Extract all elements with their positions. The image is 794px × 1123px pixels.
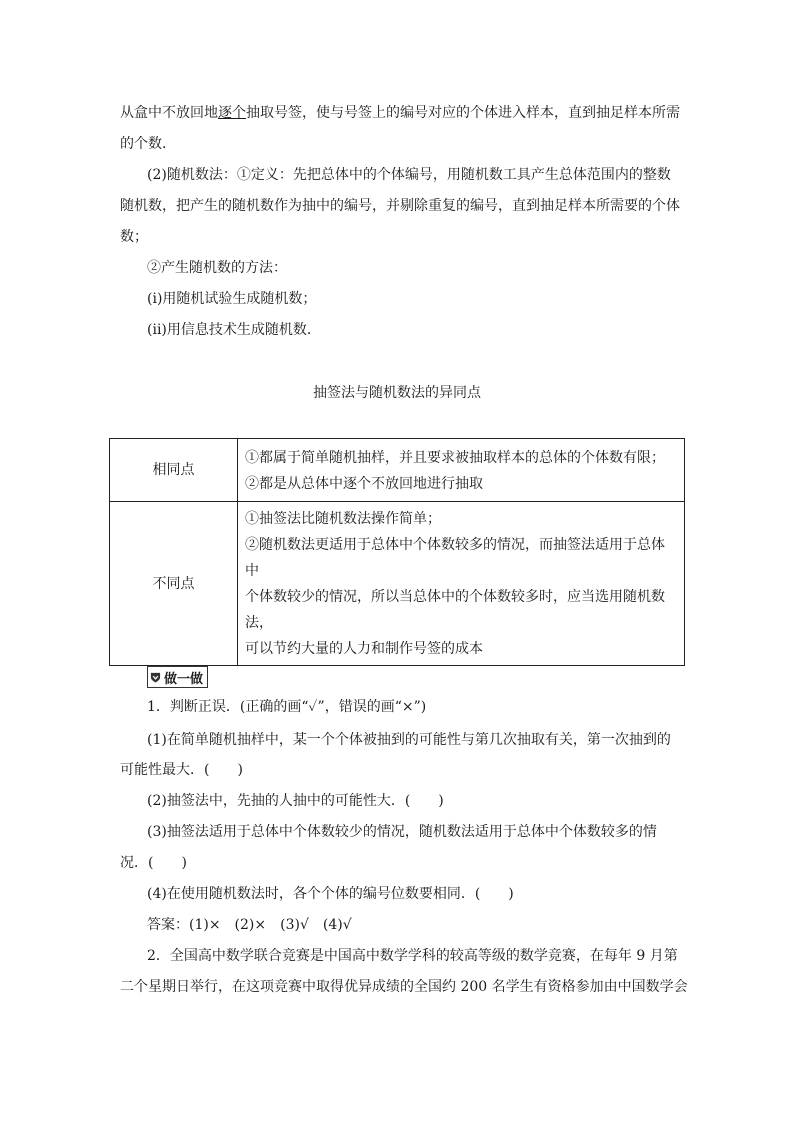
diff-item-3: 个体数较少的情况，所以当总体中的个体数较多时，应当选用随机数法， — [245, 589, 665, 631]
intro-line-2: 的个数． — [120, 136, 176, 152]
q1-item-1a: (1)在简单随机抽样中，某一个个体被抽到的可能性与第几次抽取有关，第一次抽到的 — [147, 732, 671, 748]
q1-item-2: (2)抽签法中，先抽的人抽中的可能性大．( ) — [147, 793, 444, 809]
q1-item-3b: 况．( ) — [120, 855, 187, 871]
comparison-table — [109, 438, 685, 666]
q1-answer: 答案：(1)× (2)× (3)√ (4)√ — [147, 917, 352, 933]
intro-line-3: (2)随机数法：①定义：先把总体中的个体编号，用随机数工具产生总体范围内的整数 — [147, 167, 671, 183]
intro-line-5: 数； — [120, 229, 148, 245]
table-row-same — [110, 439, 685, 502]
shield-icon — [150, 672, 161, 683]
table-row-diff — [110, 502, 685, 666]
diff-label: 不同点 — [110, 502, 238, 666]
intro-line-6: ②产生随机数的方法： — [147, 260, 287, 276]
diff-item-4: 可以节约大量的人力和制作号签的成本 — [245, 641, 483, 657]
same-label: 相同点 — [110, 439, 238, 502]
q1-title: 1．判断正误．(正确的画“✓”，错误的画“×”) — [147, 699, 427, 715]
intro-line-7: (ⅰ)用随机试验生成随机数； — [147, 291, 317, 307]
intro-line-8: (ⅱ)用信息技术生成随机数． — [147, 322, 321, 338]
intro-line-1 — [120, 103, 680, 123]
diff-item-2: ②随机数法更适用于总体中个体数较多的情况，而抽签法适用于总体中 — [245, 537, 665, 579]
same-item-2: ②都是从总体中逐个不放回地进行抽取 — [245, 475, 483, 492]
practice-section-text: 做一做 — [164, 671, 204, 687]
practice-section-label — [147, 666, 208, 688]
q1-item-1b: 可能性最大．( ) — [120, 762, 243, 778]
table-caption: 抽签法与随机数法的异同点 — [313, 385, 481, 401]
intro-line-1-a: 从盒中不放回地 — [120, 105, 218, 121]
q1-item-3a: (3)抽签法适用于总体中个体数较少的情况，随机数法适用于总体中个体数较多的情 — [147, 824, 657, 840]
same-content — [238, 439, 685, 502]
intro-line-1-c: 抽取号签，使与号签上的编号对应的个体进入样本，直到抽足样本所需 — [246, 105, 680, 121]
q1-item-4: (4)在使用随机数法时，各个个体的编号位数要相同．( ) — [147, 886, 514, 902]
diff-item-1: ①抽签法比随机数法操作简单； — [245, 511, 441, 527]
intro-line-4: 随机数，把产生的随机数作为抽中的编号，并剔除重复的编号，直到抽足样本所需要的个体 — [120, 198, 680, 214]
intro-line-1-underlined: 逐个 — [218, 105, 246, 121]
q2-line-1: 2．全国高中数学联合竞赛是中国高中数学学科的较高等级的数学竞赛，在每年 9 月第 — [147, 948, 678, 964]
same-item-1: ①都属于简单随机抽样，并且要求被抽取样本的总体的个体数有限； — [245, 449, 665, 466]
diff-content — [238, 502, 685, 666]
q2-line-2: 二个星期日举行，在这项竞赛中取得优异成绩的全国约 200 名学生有资格参加由中国数学会 — [120, 979, 688, 995]
